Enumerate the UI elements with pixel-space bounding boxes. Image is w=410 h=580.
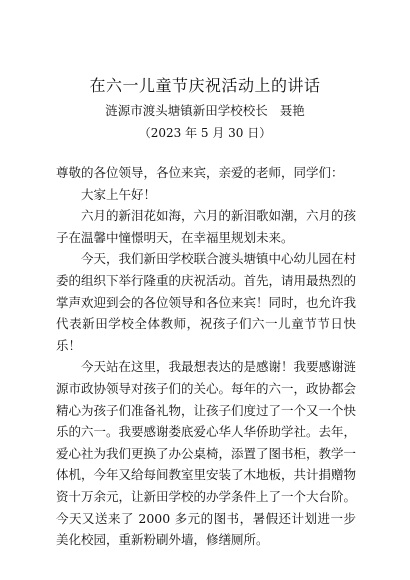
paragraph-thanks: 今天站在这里，我最想表达的是感谢！我要感谢涟源市政协领导对孩子们的关心。每年的六一，政协都会精心为孩子们准备礼物，让孩子们度过了一个又一个快乐的六一。我要感谢娄底爱心华人华侨助学社。去年，爱心社为我们更换了办公桌椅，添置了图书柜，教学一体机，今年又给每间教室里安装了木地板，共计捐赠物资十万余元，让新田学校的办学条件上了一个大台阶。今天又送来了 2000 多元的图书，暑假还计划进一步美化校园，重新粉刷外墙，修缮厕所。 bbox=[56, 359, 357, 548]
greeting: 大家上午好！ bbox=[81, 186, 157, 202]
speech-date: （2023 年 5 月 30 日） bbox=[138, 126, 272, 140]
paragraph-opening: 六月的新泪花如海，六月的新泪歌如潮，六月的孩子在温馨中憧憬明天，在幸福里规划未来。 bbox=[56, 208, 357, 245]
document-title: 在六一儿童节庆祝活动上的讲话 bbox=[89, 76, 321, 95]
speech-body bbox=[56, 162, 356, 551]
author-name: 聂艳 bbox=[279, 103, 305, 118]
salutation: 尊敬的各位领导，各位来宾，亲爱的老师，同学们： bbox=[56, 165, 344, 180]
author-position: 涟源市渡头塘镇新田学校校长 bbox=[105, 103, 268, 118]
paragraph-welcome: 今天，我们新田学校联合渡头塘镇中心幼儿园在村委的组织下举行隆重的庆祝活动。首先，请用最热烈的掌声欢迎到会的各位领导和各位来宾！同时，也允许我代表新田学校全体教师，祝孩子们六一儿童节节日快乐！ bbox=[56, 251, 357, 353]
author-byline bbox=[0, 103, 410, 119]
